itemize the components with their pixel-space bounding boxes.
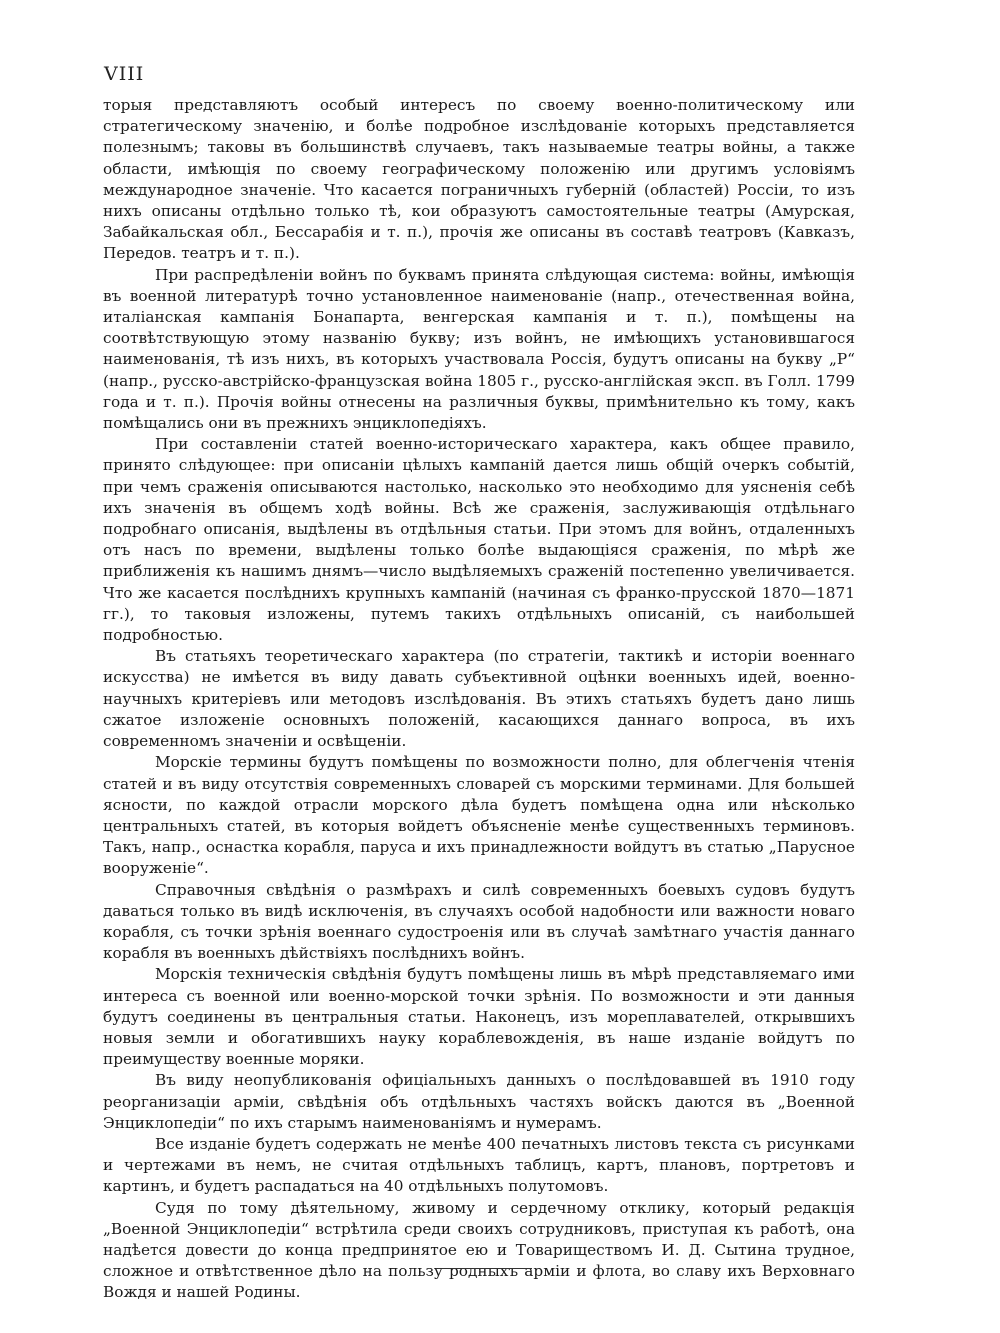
paragraph-ship-data: Справочныя свѣдѣнія о размѣрахъ и силѣ современныхъ боевыхъ судовъ будутъ даваться только въ видѣ исключенія, въ случаяхъ особой надобности или важности новаго корабля, съ точки зрѣнія военнаго судостроенія или въ случаѣ замѣтнаго участія даннаго корабля въ военныхъ дѣйствіяхъ послѣднихъ войнъ. <box>103 880 855 963</box>
paragraph-closing: Судя по тому дѣятельному, живому и сердечному отклику, который редакція „Военной Энциклопедіи“ встрѣтила среди своихъ сотрудниковъ, приступая къ работѣ, она надѣется довести до конца предпринятое ею и Товариществомъ И. Д. Сытина трудное, сложное и отвѣтственное дѣло на пользу родныхъ арміи и флота, во славу ихъ Верховнаго Вождя и нашей Родины. <box>103 1198 855 1302</box>
paragraph-theory: Въ статьяхъ теоретическаго характера (по стратегіи, тактикѣ и исторіи военнаго искусства) не имѣется въ виду давать субъективной оцѣнки военныхъ идей, военно-научныхъ критеріевъ или методовъ изслѣдованія. Въ этихъ статьяхъ будетъ дано лишь сжатое изложеніе основныхъ положеній, касающихся даннаго вопроса, въ ихъ современномъ значеніи и освѣщеніи. <box>103 647 855 751</box>
paragraph-continuation: торыя представляютъ особый интересъ по своему военно-политическому или стратегическому значенію, и болѣе подробное изслѣдованіе которыхъ представляется полезнымъ; таковы въ большинствѣ случаевъ, такъ называемые театры войны, а также области, имѣющія по своему географическому положенію или другимъ условіямъ международное значеніе. Что касается пограничныхъ губерній (областей) Россіи, то изъ нихъ описаны отдѣльно только тѣ, кои образуютъ самостоятельные театры (Амурская, Забайкальская обл., Бессарабія и т. п.), прочія же описаны въ составѣ театровъ (Кавказъ, Передов. театръ и т. п.). <box>103 96 855 263</box>
page-number: VIII <box>104 63 145 85</box>
paragraph-naval-terms: Морскіе термины будутъ помѣщены по возможности полно, для облегченія чтенія статей и въ виду отсутствія современныхъ словарей съ морскими терминами. Для большей ясности, по каждой отрасли морского дѣла будетъ помѣщена одна или нѣсколько центральныхъ статей, въ которыя войдетъ объясненіе менѣе существенныхъ терминовъ. Такъ, напр., оснастка корабля, паруса и ихъ принадлежности войдутъ въ статью „Парусное вооруженіе“. <box>103 753 855 878</box>
paragraph-wars-system: При распредѣленіи войнъ по буквамъ принята слѣдующая система: войны, имѣющія въ военной литературѣ точно установленное наименованіе (напр., отечественная война, италіанская кампанія Бонапарта, венгерская кампанія и т. п.), помѣщены на соотвѣтствующую этому названію букву; изъ войнъ, не имѣющихъ установившагося наименованія, тѣ изъ нихъ, въ которыхъ участвовала Россія, будутъ описаны на букву „Р“ (напр., русско-австрійско-французская война 1805 г., русско-англійская эксп. въ Голл. 1799 года и т. п.). Прочія войны отнесены на различныя буквы, примѣнительно къ тому, какъ помѣщались они въ прежнихъ энциклопедіяхъ. <box>103 265 855 433</box>
paragraph-army-reorganization: Въ виду неопубликованія офиціальныхъ данныхъ о послѣдовавшей въ 1910 году реорганизаціи арміи, свѣдѣнія объ отдѣльныхъ частяхъ войскъ даются въ „Военной Энциклопедіи“ по ихъ старымъ наименованіямъ и нумерамъ. <box>103 1071 855 1132</box>
paragraph-naval-technical: Морскія техническія свѣдѣнія будутъ помѣщены лишь въ мѣрѣ представляемаго ими интереса съ военной или военно-морской точки зрѣнія. По возможности и эти данныя будутъ соединены въ центральныя статьи. Наконецъ, изъ мореплавателей, открывшихъ новыя земли и обогатившихъ науку кораблевожденія, въ наше изданіе войдутъ по преимуществу военные моряки. <box>103 965 855 1069</box>
paragraph-military-history: При составленіи статей военно-историческаго характера, какъ общее правило, принято слѣдующее: при описаніи цѣлыхъ кампаній дается лишь общій очеркъ событій, при чемъ сраженія описываются настолько, насколько это необходимо для уясненія себѣ ихъ значенія въ общемъ ходѣ войны. Всѣ же сраженія, заслуживающія отдѣльнаго подробнаго описанія, выдѣлены въ отдѣльныя статьи. При этомъ для войнъ, отдаленныхъ отъ насъ по времени, выдѣлены только болѣе выдающіяся сраженія, по мѣрѣ же приближенія къ нашимъ днямъ—число выдѣляемыхъ сраженій постепенно увеличивается. Что же касается послѣднихъ крупныхъ кампаній (начиная съ франко-прусской 1870—1871 гг.), то таковыя изложены, путемъ такихъ отдѣльныхъ описаній, съ наибольшей подробностью. <box>103 435 855 645</box>
ending-rule <box>436 1268 532 1269</box>
paragraph-edition-size: Все изданіе будетъ содержать не менѣе 400 печатныхъ листовъ текста съ рисунками и чертежами въ немъ, не считая отдѣльныхъ таблицъ, картъ, плановъ, портретовъ и картинъ, и будетъ распадаться на 40 отдѣльныхъ полутомовъ. <box>103 1134 855 1196</box>
body-text <box>103 95 855 1304</box>
